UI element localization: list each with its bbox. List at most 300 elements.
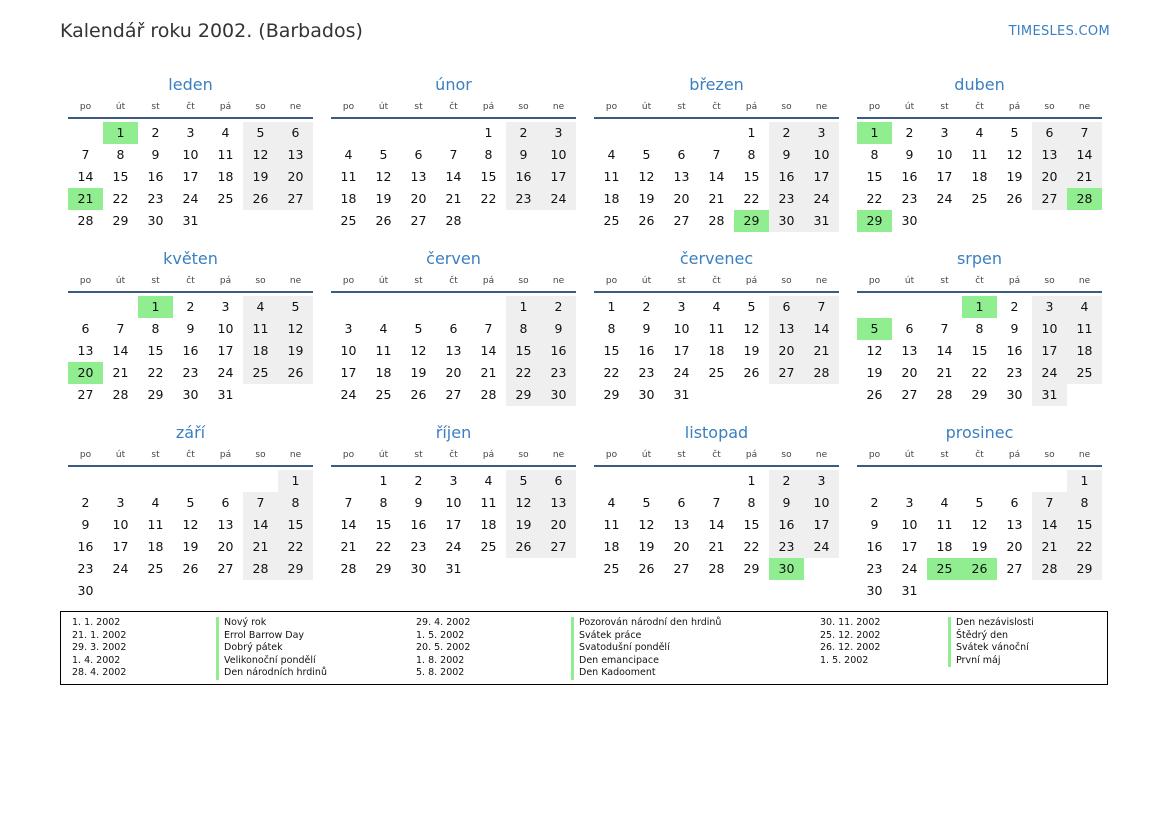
holiday-day: 1	[103, 122, 138, 144]
day: 5	[747, 299, 756, 314]
weekend-day: 6	[1032, 122, 1067, 144]
day: 7	[81, 147, 90, 162]
day: 19	[1006, 169, 1023, 184]
day-grid	[594, 470, 839, 580]
holiday-date: 20. 5. 2002	[416, 642, 471, 653]
day: 19	[638, 191, 655, 206]
empty-cell	[208, 580, 243, 602]
weekday-label: st	[414, 276, 423, 286]
weekday-label: st	[151, 450, 160, 460]
day: 23	[1006, 365, 1023, 380]
weekday-label: pá	[1008, 276, 1021, 286]
weekend-day: 17	[804, 514, 839, 536]
day: 30	[410, 561, 427, 576]
day: 6	[905, 321, 914, 336]
day: 11	[375, 343, 392, 358]
empty-cell	[1067, 384, 1102, 406]
holiday-name: Den Kadooment	[571, 667, 656, 680]
weekend-day: 14	[1032, 514, 1067, 536]
weekend-day: 4	[243, 296, 278, 318]
holiday-name: Štědrý den	[948, 630, 1008, 643]
day: 12	[866, 343, 883, 358]
day: 25	[971, 191, 988, 206]
weekday-label: čt	[186, 450, 195, 460]
day: 24	[901, 561, 918, 576]
day: 9	[414, 495, 423, 510]
day: 8	[747, 147, 756, 162]
day: 1	[607, 299, 616, 314]
weekend-day: 31	[1032, 384, 1067, 406]
day: 17	[445, 517, 462, 532]
month-name: listopad	[684, 423, 749, 442]
weekend-day: 31	[804, 210, 839, 232]
day: 9	[1010, 321, 1019, 336]
day: 8	[870, 147, 879, 162]
day: 15	[743, 517, 760, 532]
day: 2	[905, 125, 914, 140]
day: 6	[81, 321, 90, 336]
weekend-day: 17	[541, 166, 576, 188]
weekday-label: pá	[219, 276, 232, 286]
weekday-header	[857, 445, 1102, 467]
day: 15	[743, 169, 760, 184]
weekend-day: 3	[804, 470, 839, 492]
day: 22	[866, 191, 883, 206]
weekday-label: čt	[186, 276, 195, 286]
month-name: červen	[426, 249, 481, 268]
empty-cell	[103, 470, 138, 492]
day: 22	[375, 539, 392, 554]
empty-cell	[243, 384, 278, 406]
day: 22	[603, 365, 620, 380]
day: 17	[936, 169, 953, 184]
holiday-name: Den národních hrdinů	[216, 667, 327, 680]
weekday-label: so	[1044, 102, 1055, 112]
empty-cell	[594, 470, 629, 492]
day: 8	[747, 495, 756, 510]
empty-cell	[997, 580, 1032, 602]
holiday-name: Velikonoční pondělí	[216, 655, 316, 668]
weekend-day: 1	[506, 296, 541, 318]
weekday-label: út	[904, 102, 915, 112]
empty-cell	[208, 470, 243, 492]
day: 5	[186, 495, 195, 510]
day: 13	[445, 343, 462, 358]
day: 19	[971, 539, 988, 554]
weekday-label: pá	[482, 102, 495, 112]
day: 22	[743, 539, 760, 554]
day: 4	[344, 147, 353, 162]
day: 7	[940, 321, 949, 336]
empty-cell	[471, 210, 506, 232]
weekday-label: so	[1044, 450, 1055, 460]
weekday-label: po	[868, 276, 881, 286]
weekday-label: pá	[1008, 450, 1021, 460]
weekend-day: 15	[278, 514, 313, 536]
day: 6	[677, 495, 686, 510]
day: 10	[112, 517, 129, 532]
weekday-label: st	[414, 450, 423, 460]
empty-cell	[278, 384, 313, 406]
empty-cell	[366, 296, 401, 318]
empty-cell	[436, 296, 471, 318]
weekday-header	[857, 97, 1102, 119]
holiday-date: 26. 12. 2002	[820, 642, 881, 653]
day: 7	[449, 147, 458, 162]
day: 14	[445, 169, 462, 184]
weekend-day: 2	[769, 470, 804, 492]
day: 12	[971, 517, 988, 532]
day: 30	[638, 387, 655, 402]
day: 16	[77, 539, 94, 554]
month-4	[857, 73, 1102, 243]
month-name: květen	[163, 249, 218, 268]
day: 20	[1006, 539, 1023, 554]
empty-cell	[138, 470, 173, 492]
day: 15	[603, 343, 620, 358]
weekend-day: 14	[1067, 144, 1102, 166]
page-title: Kalendář roku 2002. (Barbados)	[60, 20, 363, 42]
empty-cell	[138, 580, 173, 602]
day: 18	[936, 539, 953, 554]
day: 22	[743, 191, 760, 206]
weekday-label: út	[378, 450, 389, 460]
weekend-day: 17	[804, 166, 839, 188]
day: 30	[1006, 387, 1023, 402]
empty-cell	[243, 210, 278, 232]
day: 19	[638, 539, 655, 554]
month-name: únor	[435, 75, 472, 94]
empty-cell	[278, 210, 313, 232]
day: 3	[449, 473, 458, 488]
day-grid	[68, 296, 313, 406]
weekday-header	[594, 97, 839, 119]
weekday-label: st	[940, 102, 949, 112]
day: 3	[905, 495, 914, 510]
empty-cell	[997, 470, 1032, 492]
empty-cell	[962, 210, 997, 232]
weekday-label: st	[940, 450, 949, 460]
day: 11	[603, 517, 620, 532]
weekend-day: 29	[1067, 558, 1102, 580]
holiday-date: 25. 12. 2002	[820, 629, 881, 641]
weekday-label: pá	[745, 450, 758, 460]
day: 27	[217, 561, 234, 576]
holiday-date: 1. 8. 2002	[416, 654, 465, 666]
day: 6	[449, 321, 458, 336]
day: 13	[673, 517, 690, 532]
weekday-label: út	[904, 276, 915, 286]
day: 28	[480, 387, 497, 402]
holiday-name: Svátek vánoční	[948, 642, 1029, 655]
day: 13	[673, 169, 690, 184]
day: 23	[866, 561, 883, 576]
weekend-day: 24	[541, 188, 576, 210]
day: 4	[379, 321, 388, 336]
month-8	[857, 247, 1102, 417]
day: 15	[147, 343, 164, 358]
weekday-label: čt	[712, 102, 721, 112]
weekday-label: po	[342, 102, 355, 112]
day: 27	[673, 213, 690, 228]
weekday-label: ne	[815, 450, 828, 460]
weekend-day: 23	[769, 188, 804, 210]
weekend-day: 30	[769, 210, 804, 232]
day: 28	[77, 213, 94, 228]
day: 22	[480, 191, 497, 206]
day: 5	[1010, 125, 1019, 140]
day: 31	[673, 387, 690, 402]
holiday-date: 1. 5. 2002	[416, 629, 465, 641]
empty-cell	[243, 580, 278, 602]
weekday-header	[331, 97, 576, 119]
day: 4	[607, 147, 616, 162]
holiday-day: 21	[68, 188, 103, 210]
month-6	[331, 247, 576, 417]
day: 21	[445, 191, 462, 206]
weekday-label: ne	[289, 276, 302, 286]
weekend-day: 17	[1032, 340, 1067, 362]
day: 3	[221, 299, 230, 314]
weekend-day: 24	[804, 536, 839, 558]
month-name: říjen	[435, 423, 472, 442]
day: 29	[603, 387, 620, 402]
weekend-day: 12	[506, 492, 541, 514]
holiday-name: První máj	[948, 655, 1001, 668]
day: 15	[480, 169, 497, 184]
day: 21	[708, 191, 725, 206]
day: 4	[940, 495, 949, 510]
day: 19	[375, 191, 392, 206]
holiday-date: 29. 4. 2002	[416, 617, 471, 628]
day: 1	[747, 473, 756, 488]
day: 22	[971, 365, 988, 380]
weekend-day: 16	[506, 166, 541, 188]
weekday-header	[594, 271, 839, 293]
weekday-label: čt	[712, 276, 721, 286]
weekday-header	[331, 445, 576, 467]
day: 18	[217, 169, 234, 184]
empty-cell	[68, 122, 103, 144]
weekday-label: so	[781, 102, 792, 112]
day: 24	[112, 561, 129, 576]
weekday-label: st	[414, 102, 423, 112]
empty-cell	[471, 558, 506, 580]
month-10	[331, 421, 576, 591]
day: 23	[638, 365, 655, 380]
empty-cell	[927, 296, 962, 318]
day: 11	[708, 321, 725, 336]
weekend-day: 26	[506, 536, 541, 558]
weekend-day: 26	[278, 362, 313, 384]
day: 30	[147, 213, 164, 228]
day: 27	[1006, 561, 1023, 576]
empty-cell	[1032, 580, 1067, 602]
weekday-label: so	[518, 102, 529, 112]
day: 8	[379, 495, 388, 510]
weekend-day: 20	[1032, 166, 1067, 188]
day: 8	[484, 147, 493, 162]
day: 28	[445, 213, 462, 228]
holiday-date: 28. 4. 2002	[72, 667, 127, 678]
day: 31	[217, 387, 234, 402]
weekday-header	[68, 97, 313, 119]
weekday-label: po	[605, 102, 618, 112]
day: 26	[866, 387, 883, 402]
month-name: červenec	[679, 249, 754, 268]
weekday-label: út	[641, 276, 652, 286]
weekday-label: ne	[1078, 102, 1091, 112]
day: 25	[340, 213, 357, 228]
day: 15	[866, 169, 883, 184]
empty-cell	[471, 296, 506, 318]
day: 15	[971, 343, 988, 358]
weekday-label: út	[115, 276, 126, 286]
weekend-day: 25	[243, 362, 278, 384]
day: 18	[603, 191, 620, 206]
weekend-day: 7	[243, 492, 278, 514]
weekend-day: 3	[1032, 296, 1067, 318]
empty-cell	[769, 384, 804, 406]
day: 27	[445, 387, 462, 402]
day: 25	[603, 561, 620, 576]
day: 6	[414, 147, 423, 162]
empty-cell	[892, 296, 927, 318]
empty-cell	[664, 122, 699, 144]
day: 8	[151, 321, 160, 336]
day: 14	[112, 343, 129, 358]
weekend-day: 6	[769, 296, 804, 318]
day: 4	[975, 125, 984, 140]
weekend-day: 11	[1067, 318, 1102, 340]
weekday-label: po	[79, 276, 92, 286]
empty-cell	[857, 296, 892, 318]
empty-cell	[664, 470, 699, 492]
day: 5	[642, 495, 651, 510]
empty-cell	[506, 558, 541, 580]
weekday-label: po	[79, 450, 92, 460]
day: 10	[340, 343, 357, 358]
weekend-day: 13	[278, 144, 313, 166]
day: 18	[708, 343, 725, 358]
day: 16	[182, 343, 199, 358]
holiday-date: 21. 1. 2002	[72, 629, 127, 641]
weekday-label: so	[781, 276, 792, 286]
day: 20	[901, 365, 918, 380]
day: 26	[410, 387, 427, 402]
weekend-day: 2	[769, 122, 804, 144]
day: 4	[712, 299, 721, 314]
weekday-header	[331, 271, 576, 293]
day: 26	[182, 561, 199, 576]
day: 18	[147, 539, 164, 554]
weekend-day: 1	[1067, 470, 1102, 492]
weekend-day: 15	[1067, 514, 1102, 536]
weekday-label: ne	[552, 102, 565, 112]
day: 15	[375, 517, 392, 532]
weekday-header	[68, 271, 313, 293]
day: 12	[410, 343, 427, 358]
day: 1	[747, 125, 756, 140]
weekend-day: 27	[278, 188, 313, 210]
day: 5	[414, 321, 423, 336]
day: 23	[410, 539, 427, 554]
weekday-label: st	[677, 450, 686, 460]
day: 9	[870, 517, 879, 532]
holiday-date: 1. 4. 2002	[72, 654, 121, 666]
day: 25	[147, 561, 164, 576]
day: 24	[445, 539, 462, 554]
empty-cell	[208, 210, 243, 232]
day: 13	[77, 343, 94, 358]
holiday-name: Svatodušní pondělí	[571, 642, 670, 655]
day: 5	[642, 147, 651, 162]
weekday-label: ne	[815, 276, 828, 286]
holiday-day: 20	[68, 362, 103, 384]
weekday-label: so	[1044, 276, 1055, 286]
day: 7	[484, 321, 493, 336]
weekday-label: po	[79, 102, 92, 112]
day: 16	[147, 169, 164, 184]
weekend-day: 18	[1067, 340, 1102, 362]
day: 13	[901, 343, 918, 358]
holiday-name: Den nezávislosti	[948, 617, 1034, 630]
day-grid	[857, 470, 1102, 602]
day: 11	[971, 147, 988, 162]
month-9	[68, 421, 313, 598]
weekday-label: st	[151, 102, 160, 112]
holiday-date: 5. 8. 2002	[416, 667, 465, 678]
empty-cell	[278, 580, 313, 602]
day: 31	[182, 213, 199, 228]
empty-cell	[103, 296, 138, 318]
holiday-day: 29	[734, 210, 769, 232]
weekday-label: po	[342, 450, 355, 460]
weekend-day: 28	[243, 558, 278, 580]
weekday-label: ne	[815, 102, 828, 112]
weekend-day: 13	[1032, 144, 1067, 166]
weekday-label: so	[255, 276, 266, 286]
day: 25	[708, 365, 725, 380]
weekday-label: ne	[289, 450, 302, 460]
site-link[interactable]: TIMESLES.COM	[1008, 24, 1110, 39]
empty-cell	[1067, 580, 1102, 602]
day: 25	[603, 213, 620, 228]
weekend-day: 8	[1067, 492, 1102, 514]
day: 26	[1006, 191, 1023, 206]
weekend-day: 5	[506, 470, 541, 492]
day: 28	[708, 561, 725, 576]
weekday-label: ne	[552, 276, 565, 286]
month-7	[594, 247, 839, 417]
day: 29	[743, 561, 760, 576]
weekday-label: ne	[289, 102, 302, 112]
holiday-day: 26	[962, 558, 997, 580]
month-2	[331, 73, 576, 243]
day: 25	[375, 387, 392, 402]
day-grid	[857, 122, 1102, 232]
day: 28	[936, 387, 953, 402]
day: 23	[147, 191, 164, 206]
weekend-day: 28	[1032, 558, 1067, 580]
weekend-day: 6	[541, 470, 576, 492]
weekend-day: 10	[804, 144, 839, 166]
weekend-day: 12	[278, 318, 313, 340]
day: 17	[112, 539, 129, 554]
day: 16	[638, 343, 655, 358]
day: 13	[1006, 517, 1023, 532]
empty-cell	[927, 470, 962, 492]
